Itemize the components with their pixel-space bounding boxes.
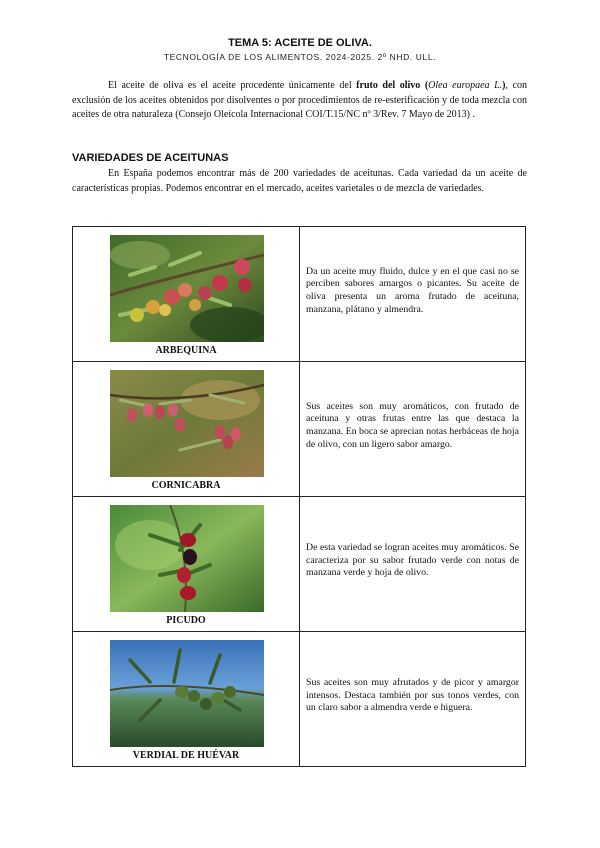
intro-bold-close: ) <box>502 80 506 91</box>
document-title: TEMA 5: ACEITE DE OLIVA. <box>228 37 372 49</box>
variety-image-cell <box>73 362 300 497</box>
intro-paragraph <box>72 79 527 123</box>
intro-bold-term: fruto del olivo ( <box>356 80 429 91</box>
intro-text-2: , con exclusión de los aceites obtenidos por disolventes o por procedimientos de re-esterificación y de toda mezcla con aceites de otra naturaleza (Consejo Oleícola Internacional COI/T.15/NC nº 3/Rev. 7 Mayo de 2013) . <box>72 80 527 120</box>
intro-scientific-name: Olea europaea L. <box>428 80 503 91</box>
section-heading: VARIEDADES DE ACEITUNAS <box>72 152 229 164</box>
variety-description: Sus aceites son muy aromáticos, con frutado de aceituna y otras frutas entre las que destaca la manzana. En boca se aprecian notas herbáceas de hoja de olivo, con un ligero sabor amargo. <box>300 362 526 497</box>
document-subtitle: TECNOLOGÍA DE LOS ALIMENTOS. 2024-2025. 2º NHD. ULL. <box>163 52 437 62</box>
intro-text-1: El aceite de oliva es el aceite procedente únicamente del <box>108 80 357 91</box>
variety-description: De esta variedad se logran aceites muy aromáticos. Se caracteriza por su sabor frutado verde con notas de manzana verde y hoja de olivo. <box>300 497 526 632</box>
table-row <box>73 227 526 362</box>
variety-name: VERDIAL DE HUÉVAR <box>132 750 240 761</box>
table-row <box>73 632 526 767</box>
cornicabra-olives-photo <box>110 370 264 477</box>
arbequina-olives-photo <box>110 235 264 342</box>
varieties-table <box>72 226 526 767</box>
table-row <box>73 497 526 632</box>
variety-name: PICUDO <box>166 615 206 626</box>
section-paragraph: En España podemos encontrar más de 200 variedades de aceitunas. Cada variedad da un aceite de características propias. Podemos encontrar en el mercado, aceites varietales o de mezcla de variedades. <box>72 168 527 194</box>
variety-description: Sus aceites son muy afrutados y de picor y amargor intensos. Destaca también por sus tonos verdes, con un claro sabor a almendra verde e higuera. <box>300 632 526 767</box>
table-row <box>73 362 526 497</box>
variety-description: Da un aceite muy fluido, dulce y en el que casi no se perciben sabores amargos o picantes. Su aceite de oliva presenta un aroma frutado de aceituna, manzana, plátano y almendra. <box>300 227 526 362</box>
variety-name: CORNICABRA <box>151 480 221 491</box>
variety-image-cell <box>73 497 300 632</box>
picudo-olives-photo <box>110 505 264 612</box>
variety-image-cell <box>73 227 300 362</box>
variety-name: ARBEQUINA <box>155 345 217 356</box>
variety-image-cell <box>73 632 300 767</box>
verdial-olives-photo <box>110 640 264 747</box>
